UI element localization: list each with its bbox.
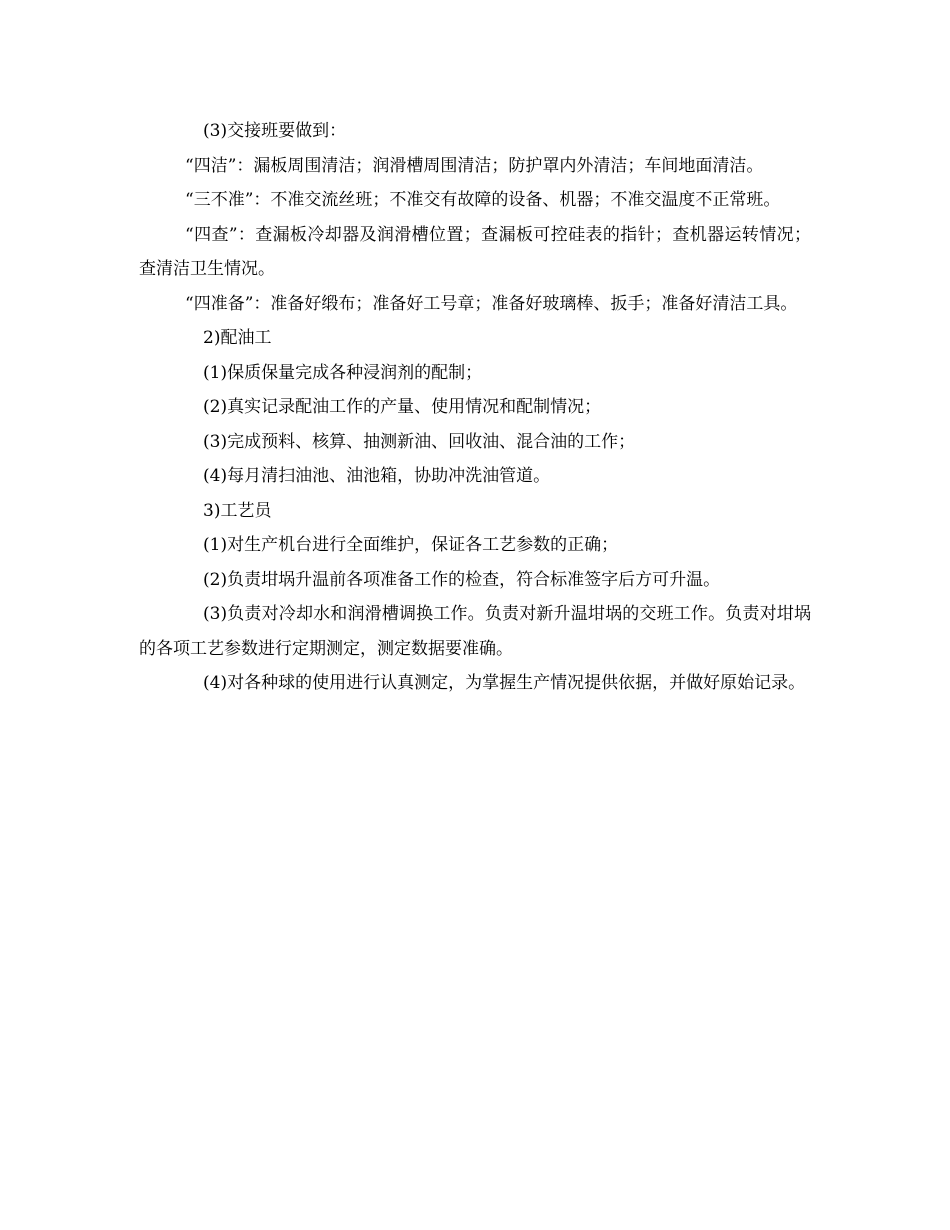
oil-worker-item-3: (3)完成预料、核算、抽测新油、回收油、混合油的工作； bbox=[203, 431, 636, 452]
handover-heading: (3)交接班要做到： bbox=[203, 121, 347, 141]
oil-worker-item-1: (1)保质保量完成各种浸润剂的配制； bbox=[203, 362, 483, 383]
oil-worker-item-2: (2)真实记录配油工作的产量、使用情况和配制情况； bbox=[203, 397, 602, 417]
technician-item-2: (2)负责坩埚升温前各项准备工作的检查，符合标准签字后方可升温。 bbox=[203, 569, 721, 590]
four-clean-paragraph: “四洁”：漏板周围清洁；润滑槽周围清洁；防护罩内外清洁；车间地面清洁。 bbox=[185, 155, 764, 176]
document-body bbox=[139, 114, 811, 701]
four-prepare-paragraph: “四准备”：准备好缎布；准备好工号章；准备好玻璃棒、扳手；准备好清洁工具。 bbox=[185, 293, 798, 314]
technician-item-4: (4)对各种球的使用进行认真测定，为掌握生产情况提供依据，并做好原始记录。 bbox=[203, 673, 806, 693]
three-not-paragraph: “三不准”：不准交流丝班；不准交有故障的设备、机器；不准交温度不正常班。 bbox=[185, 190, 781, 210]
technician-item-1: (1)对生产机台进行全面维护，保证各工艺参数的正确； bbox=[203, 535, 619, 555]
oil-worker-heading: 2)配油工 bbox=[203, 328, 272, 348]
technician-heading: 3)工艺员 bbox=[203, 500, 272, 521]
four-check-paragraph: “四查”：查漏板冷却器及润滑槽位置；查漏板可控硅表的指针；查机器运转情况；查清洁卫生情况。 bbox=[139, 224, 811, 279]
technician-item-3: (3)负责对冷却水和润滑槽调换工作。负责对新升温坩埚的交班工作。负责对坩埚的各项工艺参数进行定期测定，测定数据要准确。 bbox=[139, 604, 811, 659]
oil-worker-item-4: (4)每月清扫油池、油池箱，协助冲洗油管道。 bbox=[203, 466, 551, 486]
